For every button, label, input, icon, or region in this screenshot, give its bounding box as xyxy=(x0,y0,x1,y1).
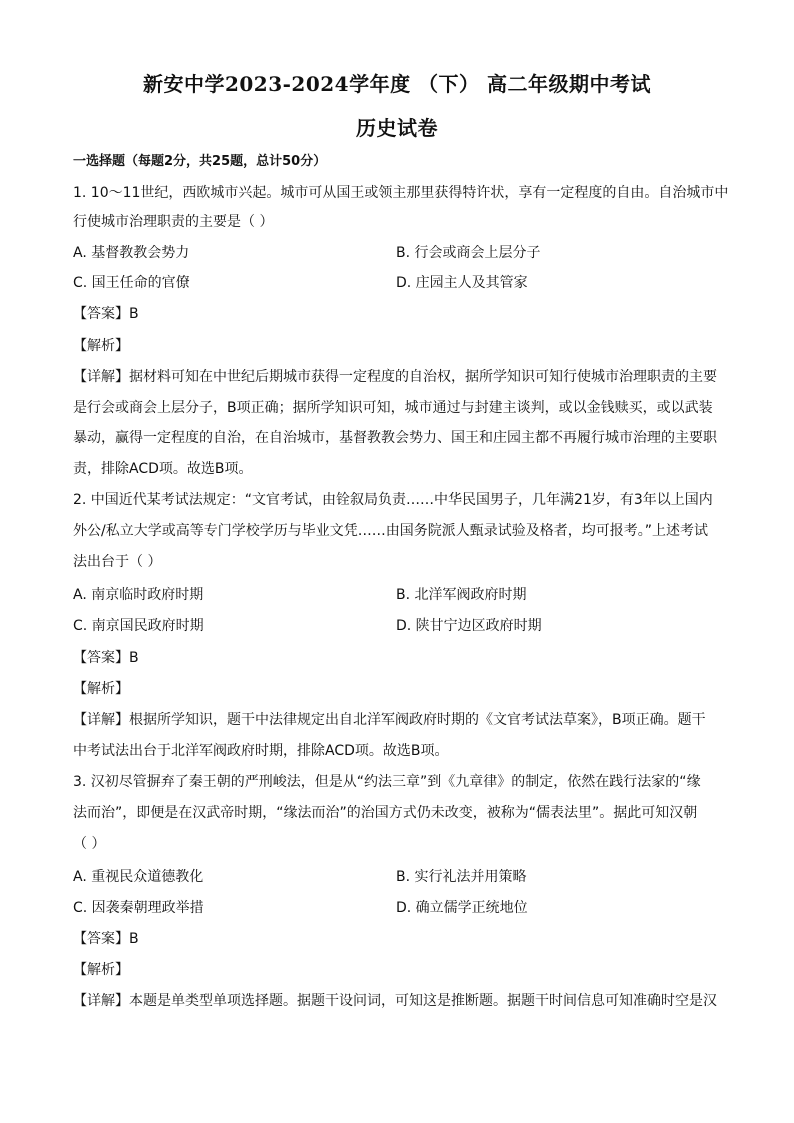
section-heading: 一选择题（每题2分，共25题，总计50分） xyxy=(73,154,327,169)
answer-label: 【答案】 xyxy=(73,306,129,322)
q1-option-a: A. 基督教教会势力 xyxy=(73,245,190,261)
q3-stem-line-2: 法而治”，即便是在汉武帝时期，“缘法而治”的治国方式仍未改变，被称为“儒表法里”。据此可知汉朝 xyxy=(73,805,698,821)
detail-label: 【详解】 xyxy=(73,993,129,1009)
exam-title: 新安中学2023-2024学年度 （下） 高二年级期中考试 xyxy=(142,72,652,96)
detail-text: 本题是单类型单项选择题。据题干设问词，可知这是推断题。据题干时间信息可知准确时空是汉 xyxy=(129,993,717,1009)
q3-stem-line-3: （ ） xyxy=(73,836,106,852)
answer-value: B xyxy=(129,931,139,947)
q2-stem-line-3: 法出台于（ ） xyxy=(73,554,162,570)
q2-detail-line-2: 中考试法出台于北洋军阀政府时期，排除ACD项。故选B项。 xyxy=(73,743,449,759)
q3-option-c: C. 因袭秦朝理政举措 xyxy=(73,900,204,916)
q1-stem-line-2: 行使城市治理职责的主要是（ ） xyxy=(73,214,274,230)
q2-option-d: D. 陕甘宁边区政府时期 xyxy=(396,618,542,634)
q2-detail-line-1 xyxy=(73,710,725,730)
q2-stem-line-1: 2. 中国近代某考试法规定：“文官考试，由铨叙局负责……中华民国男子，几年满21岁，有3年以上国内 xyxy=(73,492,713,508)
q1-option-c: C. 国王任命的官僚 xyxy=(73,275,190,291)
q2-option-a: A. 南京临时政府时期 xyxy=(73,587,204,603)
q3-answer xyxy=(73,929,139,949)
q1-detail-line-2: 是行会或商会上层分子，B项正确；据所学知识可知，城市通过与封建主谈判，或以金钱赎买，或以武装 xyxy=(73,400,713,416)
q1-option-b: B. 行会或商会上层分子 xyxy=(396,245,541,261)
q1-answer xyxy=(73,304,139,324)
q2-analysis-label: 【解析】 xyxy=(73,681,129,697)
q2-option-b: B. 北洋军阀政府时期 xyxy=(396,587,527,603)
exam-subject: 历史试卷 xyxy=(356,116,438,140)
q1-detail-line-1 xyxy=(73,367,725,387)
q3-analysis-label: 【解析】 xyxy=(73,962,129,978)
q1-stem-line-1: 1. 10～11世纪，西欧城市兴起。城市可从国王或领主那里获得特许状，享有一定程度的自由。自治城市中 xyxy=(73,185,729,201)
q1-option-d: D. 庄园主人及其管家 xyxy=(396,275,528,291)
detail-text: 根据所学知识，题干中法律规定出自北洋军阀政府时期的《文官考试法草案》，B项正确。题干 xyxy=(129,712,706,728)
q3-stem-line-1: 3. 汉初尽管摒弃了秦王朝的严刑峻法，但是从“约法三章”到《九章律》的制定，依然在践行法家的“缘 xyxy=(73,774,701,790)
detail-label: 【详解】 xyxy=(73,712,129,728)
q2-answer xyxy=(73,648,139,668)
answer-value: B xyxy=(129,306,139,322)
q2-option-c: C. 南京国民政府时期 xyxy=(73,618,204,634)
q2-stem-line-2: 外公/私立大学或高等专门学校学历与毕业文凭……由国务院派人甄录试验及格者，均可报考。”上述考试 xyxy=(73,523,708,539)
answer-value: B xyxy=(129,650,139,666)
q3-option-d: D. 确立儒学正统地位 xyxy=(396,900,528,916)
q3-option-b: B. 实行礼法并用策略 xyxy=(396,869,527,885)
q1-detail-line-3: 暴动，赢得一定程度的自治，在自治城市，基督教教会势力、国王和庄园主都不再履行城市治理的主要职 xyxy=(73,430,717,446)
q1-analysis-label: 【解析】 xyxy=(73,338,129,354)
answer-label: 【答案】 xyxy=(73,650,129,666)
detail-text: 据材料可知在中世纪后期城市获得一定程度的自治权，据所学知识可知行使城市治理职责的主要 xyxy=(129,369,717,385)
q1-detail-line-4: 责，排除ACD项。故选B项。 xyxy=(73,461,253,477)
answer-label: 【答案】 xyxy=(73,931,129,947)
q3-detail-line-1 xyxy=(73,991,725,1011)
q3-option-a: A. 重视民众道德教化 xyxy=(73,869,204,885)
detail-label: 【详解】 xyxy=(73,369,129,385)
